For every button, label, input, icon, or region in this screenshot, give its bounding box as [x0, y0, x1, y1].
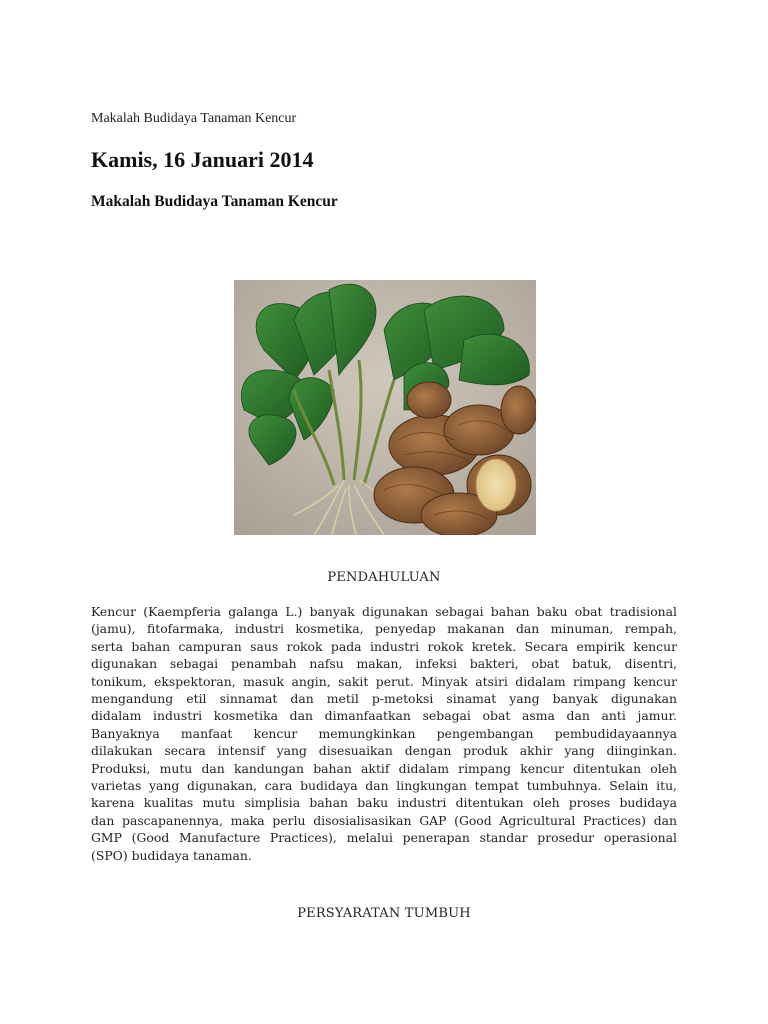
- paragraph-line: karena kualitas mutu simplisia bahan baku industri ditentukan oleh proses budidaya: [91, 795, 677, 811]
- post-date-title: Kamis, 16 Januari 2014: [91, 147, 314, 172]
- paragraph-line: digunakan sebagai penambah nafsu makan, infeksi bakteri, obat batuk, disentri,: [91, 656, 677, 672]
- paragraph-line: dilakukan secara intensif yang disesuaikan dengan produk akhir yang diinginkan.: [91, 743, 677, 759]
- kencur-plant-photo: [234, 280, 536, 535]
- paragraph-line: Kencur (Kaempferia galanga L.) banyak digunakan sebagai bahan baku obat tradisional: [91, 604, 677, 619]
- paragraph-line: Banyaknya manfaat kencur memungkinkan pengembangan pembudidayaannya: [91, 725, 677, 741]
- paragraph-line: varietas yang digunakan, cara budidaya dan lingkungan tempat tumbuhnya. Selain itu,: [91, 778, 677, 794]
- paragraph-line: mengandung etil sinnamat dan metil p-metoksi sinamat yang banyak digunakan: [91, 691, 677, 707]
- paragraph-line: Produksi, mutu dan kandungan bahan aktif didalam rimpang kencur ditentukan oleh: [91, 760, 677, 776]
- section-heading-persyaratan-tumbuh: PERSYARATAN TUMBUH: [297, 906, 471, 921]
- paragraph-line: (jamu), fitofarmaka, industri kosmetika, penyedap makanan dan minuman, rempah,: [91, 621, 677, 637]
- paragraph-line: serta bahan campuran saus rokok pada industri rokok kretek. Secara empirik kencur: [91, 638, 677, 654]
- paragraph-line: GMP (Good Manufacture Practices), melalui penerapan standar prosedur operasional: [91, 830, 677, 846]
- paragraph-line: didalam industri kosmetika dan dimanfaatkan sebagai obat asma dan anti jamur.: [91, 708, 677, 724]
- paragraph-line: (SPO) budidaya tanaman.: [91, 847, 252, 863]
- section-heading-pendahuluan: PENDAHULUAN: [327, 570, 441, 585]
- document-header-line: Makalah Budidaya Tanaman Kencur: [91, 111, 297, 126]
- paragraph-line: dan pascapanennya, maka perlu disosialisasikan GAP (Good Agricultural Practices) dan: [91, 812, 677, 828]
- paragraph-line: tonikum, ekspektoran, masuk angin, sakit perut. Minyak atsiri didalam rimpang kencur: [91, 673, 677, 689]
- post-title: Makalah Budidaya Tanaman Kencur: [91, 193, 338, 210]
- intro-paragraph: [91, 603, 677, 864]
